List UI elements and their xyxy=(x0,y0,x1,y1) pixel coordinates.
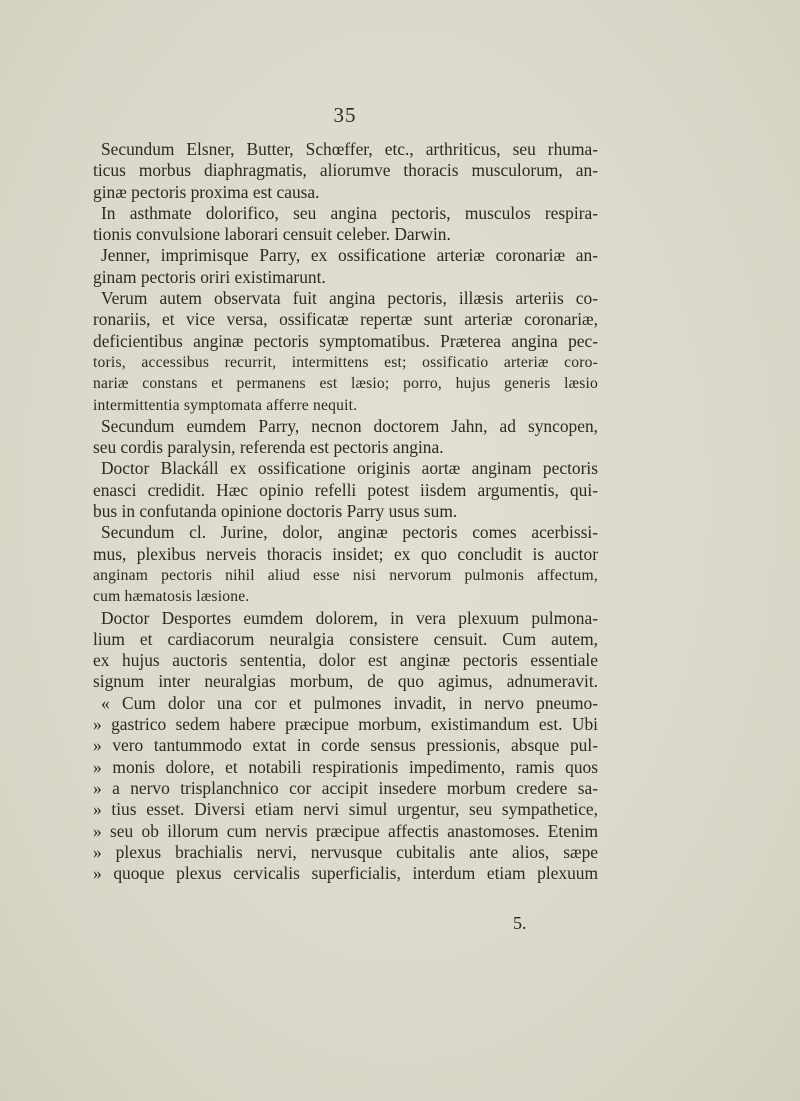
text-line: » a nervo trisplanchnico cor accipit insedere morbum credere sa- xyxy=(93,777,598,798)
text-line: tionis convulsione laborari censuit celeber. Darwin. xyxy=(93,224,451,245)
text-line: Secundum Elsner, Butter, Schœffer, etc., arthriticus, seu rhuma- xyxy=(101,139,598,159)
text-line: Doctor Desportes eumdem dolorem, in vera plexuum pulmona- xyxy=(101,607,598,628)
text-line: signum inter neuralgias morbum, de quo agimus, adnumeravit. xyxy=(93,671,598,692)
text-line: bus in confutanda opinione doctoris Parry usus sum. xyxy=(93,501,458,522)
text-line: Verum autem observata fuit angina pectoris, illæsis arteriis co- xyxy=(101,288,598,309)
text-line: ex hujus auctoris sententia, dolor est anginæ pectoris essentiale xyxy=(93,650,598,671)
text-line: » seu ob illorum cum nervis præcipue affectis anastomoses. Etenim xyxy=(93,820,598,841)
text-line: » vero tantummodo extat in corde sensus pressionis, absque pul- xyxy=(93,735,598,756)
text-line: enasci credidit. Hæc opinio refelli potest iisdem argumentis, qui- xyxy=(93,479,598,500)
text-line: toris, accessibus recurrit, intermittens est; ossificatio arteriæ coro- xyxy=(93,353,598,371)
body-text xyxy=(93,139,598,884)
text-line: Secundum cl. Jurine, dolor, anginæ pectoris comes acerbissi- xyxy=(101,522,598,543)
text-line: nariæ constans et permanens est læsio; porro, hujus generis læsio xyxy=(93,375,598,393)
text-line: deficientibus anginæ pectoris symptomatibus. Præterea angina pec- xyxy=(93,330,598,351)
text-line: intermittentia symptomata afferre nequit. xyxy=(93,396,358,414)
text-line: anginam pectoris nihil aliud esse nisi nervorum pulmonis affectum, xyxy=(93,566,598,584)
text-line: ronariis, et vice versa, ossificatæ repertæ sunt arteriæ coronariæ, xyxy=(93,309,598,330)
text-line: » quoque plexus cervicalis superficialis, interdum etiam plexuum xyxy=(93,863,598,884)
page-number: 35 xyxy=(333,103,357,127)
text-line: Secundum eumdem Parry, necnon doctorem Jahn, ad syncopen, xyxy=(101,415,598,436)
text-line: ticus morbus diaphragmatis, aliorumve thoracis musculorum, an- xyxy=(93,160,598,181)
text-line: seu cordis paralysin, referenda est pectoris angina. xyxy=(93,437,444,458)
text-line: « Cum dolor una cor et pulmones invadit, in nervo pneumo- xyxy=(101,692,598,713)
text-line: » tius esset. Diversi etiam nervi simul urgentur, seu sympathetice, xyxy=(93,799,598,820)
text-line: lium et cardiacorum neuralgia consistere censuit. Cum autem, xyxy=(93,628,598,649)
text-line: ginam pectoris oriri existimarunt. xyxy=(93,266,326,287)
catchword: 5. xyxy=(513,913,527,933)
text-line: » monis dolore, et notabili respirationis impedimento, ramis quos xyxy=(93,756,598,777)
text-line: In asthmate dolorifico, seu angina pectoris, musculos respira- xyxy=(101,202,598,223)
text-line: ginæ pectoris proxima est causa. xyxy=(93,181,320,202)
text-line: Doctor Blackáll ex ossificatione originis aortæ anginam pectoris xyxy=(101,458,598,479)
text-line: cum hæmatosis læsione. xyxy=(93,588,250,606)
text-line: Jenner, imprimisque Parry, ex ossificatione arteriæ coronariæ an- xyxy=(101,245,598,266)
text-line: mus, plexibus nerveis thoracis insidet; ex quo concludit is auctor xyxy=(93,543,598,564)
text-line: » gastrico sedem habere præcipue morbum, existimandum est. Ubi xyxy=(93,714,598,735)
text-line: » plexus brachialis nervi, nervusque cubitalis ante alios, sæpe xyxy=(93,841,598,862)
